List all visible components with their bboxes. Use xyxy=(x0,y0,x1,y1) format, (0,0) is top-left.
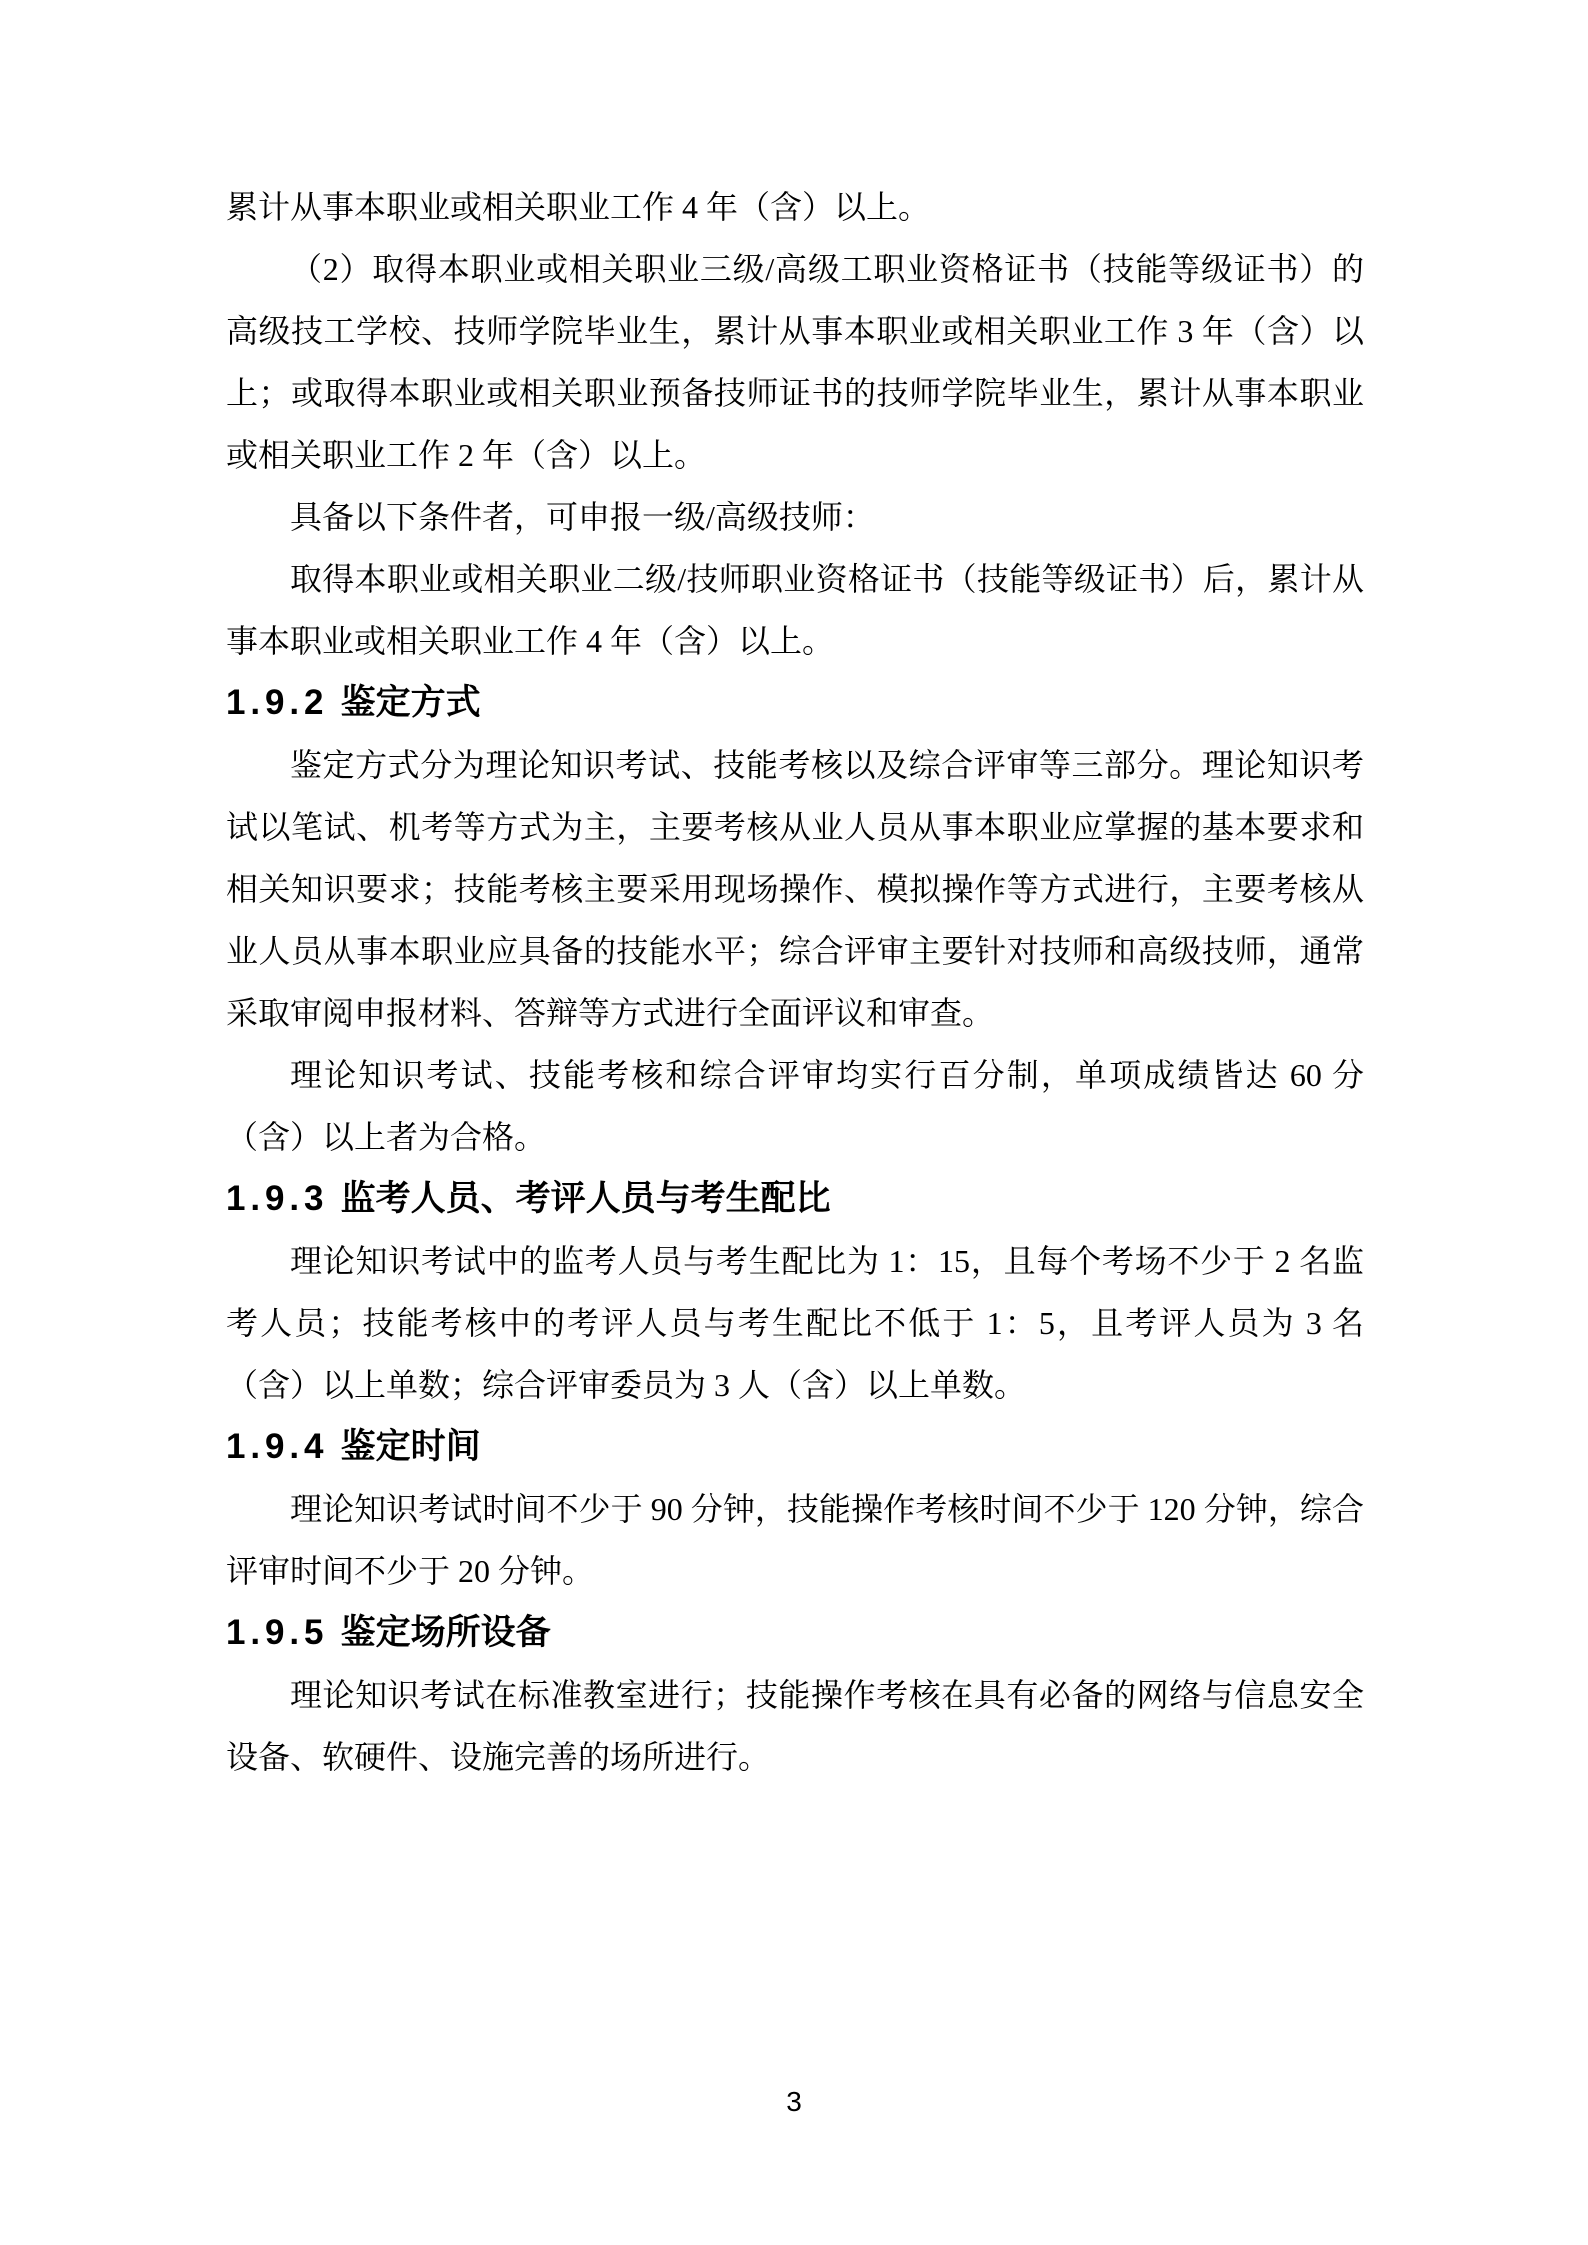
page-number: 3 xyxy=(786,2086,802,2117)
body-paragraph: 理论知识考试、技能考核和综合评审均实行百分制，单项成绩皆达 60 分（含）以上者为合格。 xyxy=(226,1057,1364,1155)
section-number: 1.9.2 xyxy=(226,683,329,722)
section-title: 鉴定时间 xyxy=(340,1427,481,1466)
section-number: 1.9.4 xyxy=(226,1427,329,1466)
section-heading xyxy=(226,1416,1364,1478)
body-paragraph: 具备以下条件者，可申报一级/高级技师： xyxy=(290,499,875,535)
body-paragraph: 累计从事本职业或相关职业工作 4 年（含）以上。 xyxy=(226,189,931,225)
body-paragraph: 理论知识考试在标准教室进行；技能操作考核在具有必备的网络与信息安全设备、软硬件、设施完善的场所进行。 xyxy=(226,1677,1364,1775)
section-title: 鉴定场所设备 xyxy=(340,1613,551,1652)
page-footer xyxy=(0,2084,1588,2120)
body-paragraph: 鉴定方式分为理论知识考试、技能考核以及综合评审等三部分。理论知识考试以笔试、机考等方式为主，主要考核从业人员从事本职业应掌握的基本要求和相关知识要求；技能考核主要采用现场操作、模拟操作等方式进行，主要考核从业人员从事本职业应具备的技能水平；综合评审主要针对技师和高级技师，通常采取审阅申报材料、答辩等方式进行全面评议和审查。 xyxy=(226,747,1364,1031)
body-paragraph: 理论知识考试时间不少于 90 分钟，技能操作考核时间不少于 120 分钟，综合评审时间不少于 20 分钟。 xyxy=(226,1491,1364,1589)
body-paragraph: （2）取得本职业或相关职业三级/高级工职业资格证书（技能等级证书）的高级技工学校、技师学院毕业生，累计从事本职业或相关职业工作 3 年（含）以上；或取得本职业或相关职业预备技师证书的技师学院毕业生，累计从事本职业或相关职业工作 2 年（含）以上。 xyxy=(226,251,1364,473)
document-body xyxy=(226,176,1364,1788)
section-title: 监考人员、考评人员与考生配比 xyxy=(340,1179,831,1218)
section-number: 1.9.3 xyxy=(226,1179,329,1218)
section-heading xyxy=(226,1602,1364,1664)
section-title: 鉴定方式 xyxy=(340,683,481,722)
section-number: 1.9.5 xyxy=(226,1613,329,1652)
section-heading xyxy=(226,672,1364,734)
section-heading xyxy=(226,1168,1364,1230)
body-paragraph: 取得本职业或相关职业二级/技师职业资格证书（技能等级证书）后，累计从事本职业或相关职业工作 4 年（含）以上。 xyxy=(226,561,1364,659)
body-paragraph: 理论知识考试中的监考人员与考生配比为 1：15，且每个考场不少于 2 名监考人员；技能考核中的考评人员与考生配比不低于 1：5，且考评人员为 3 名（含）以上单数；综合评审委员为 3 人（含）以上单数。 xyxy=(226,1243,1364,1403)
